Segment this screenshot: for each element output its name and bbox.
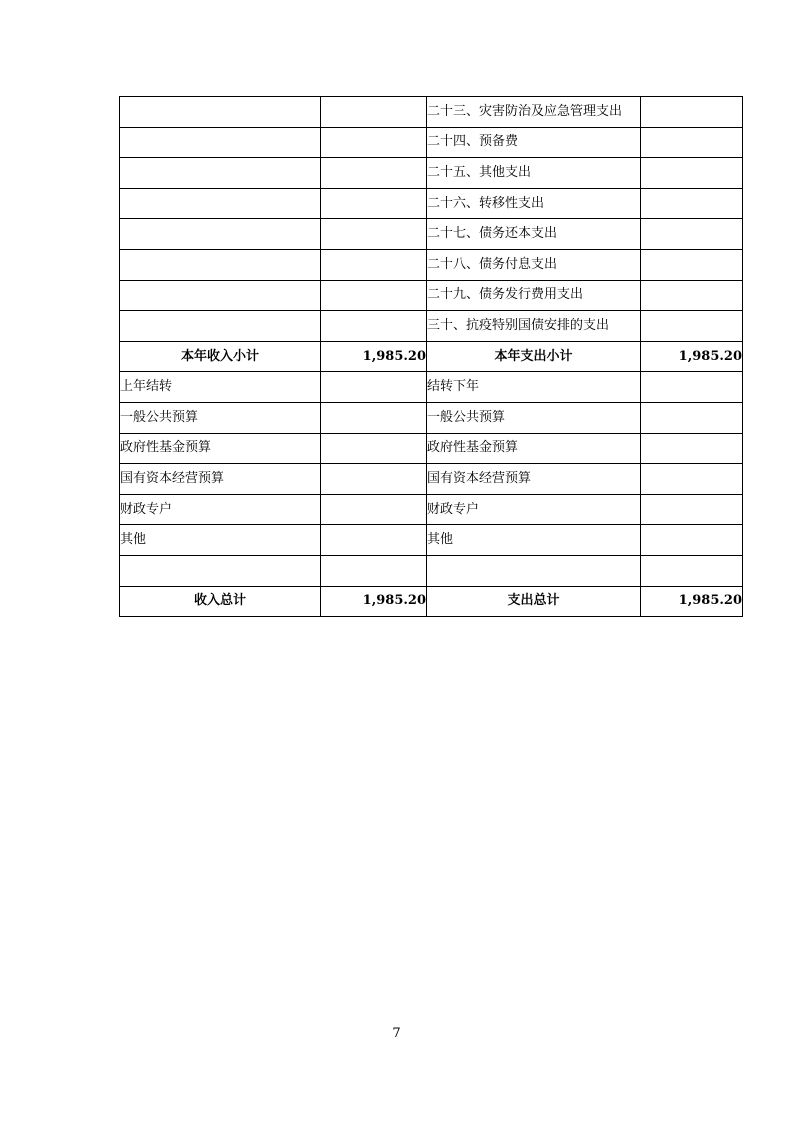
expense-item-cell [427, 555, 641, 586]
income-amount-cell [321, 494, 427, 525]
income-amount-cell [321, 188, 427, 219]
income-item-cell [120, 188, 321, 219]
table-row [120, 188, 743, 219]
income-item-cell [120, 127, 321, 158]
table-row [120, 249, 743, 280]
table-body [120, 97, 743, 617]
expense-amount-cell [641, 464, 743, 495]
expense-amount-cell [641, 280, 743, 311]
expense-item-cell: 二十九、债务发行费用支出 [427, 280, 641, 311]
expense-item-cell: 二十五、其他支出 [427, 158, 641, 189]
expense-item-cell: 结转下年 [427, 372, 641, 403]
table-row [120, 97, 743, 128]
expense-amount-cell: 1,985.20 [641, 341, 743, 372]
expense-amount-cell [641, 372, 743, 403]
expense-amount-cell [641, 158, 743, 189]
income-item-cell [120, 97, 321, 128]
income-amount-cell [321, 280, 427, 311]
income-amount-cell [321, 402, 427, 433]
income-amount-cell: 1,985.20 [321, 341, 427, 372]
income-item-cell: 其他 [120, 525, 321, 556]
table-row [120, 127, 743, 158]
income-item-cell [120, 311, 321, 342]
income-amount-cell [321, 127, 427, 158]
table-row [120, 341, 743, 372]
expense-item-cell: 政府性基金预算 [427, 433, 641, 464]
expense-amount-cell: 1,985.20 [641, 586, 743, 617]
expense-amount-cell [641, 402, 743, 433]
income-item-cell [120, 158, 321, 189]
income-item-cell: 上年结转 [120, 372, 321, 403]
income-amount-cell: 1,985.20 [321, 586, 427, 617]
table-row [120, 586, 743, 617]
expense-item-cell: 本年支出小计 [427, 341, 641, 372]
expense-amount-cell [641, 249, 743, 280]
income-item-cell [120, 249, 321, 280]
expense-item-cell: 二十三、灾害防治及应急管理支出 [427, 97, 641, 128]
income-item-cell: 财政专户 [120, 494, 321, 525]
income-item-cell: 收入总计 [120, 586, 321, 617]
income-amount-cell [321, 464, 427, 495]
table-row [120, 555, 743, 586]
income-amount-cell [321, 433, 427, 464]
table-row [120, 311, 743, 342]
expense-item-cell: 一般公共预算 [427, 402, 641, 433]
expense-amount-cell [641, 188, 743, 219]
expense-item-cell: 二十八、债务付息支出 [427, 249, 641, 280]
expense-item-cell: 其他 [427, 525, 641, 556]
expense-item-cell: 二十七、债务还本支出 [427, 219, 641, 250]
expense-amount-cell [641, 97, 743, 128]
income-amount-cell [321, 219, 427, 250]
expense-item-cell: 二十六、转移性支出 [427, 188, 641, 219]
table-row [120, 525, 743, 556]
expense-amount-cell [641, 219, 743, 250]
income-item-cell: 一般公共预算 [120, 402, 321, 433]
expense-amount-cell [641, 311, 743, 342]
table-row [120, 494, 743, 525]
expense-item-cell: 财政专户 [427, 494, 641, 525]
income-amount-cell [321, 249, 427, 280]
table-row [120, 219, 743, 250]
income-amount-cell [321, 158, 427, 189]
income-item-cell [120, 219, 321, 250]
budget-summary-table [119, 96, 743, 617]
table-row [120, 280, 743, 311]
income-item-cell: 政府性基金预算 [120, 433, 321, 464]
expense-item-cell: 二十四、预备费 [427, 127, 641, 158]
table-row [120, 433, 743, 464]
table-row [120, 158, 743, 189]
income-amount-cell [321, 311, 427, 342]
table-row [120, 464, 743, 495]
table-row [120, 402, 743, 433]
expense-amount-cell [641, 494, 743, 525]
expense-item-cell: 支出总计 [427, 586, 641, 617]
expense-item-cell: 国有资本经营预算 [427, 464, 641, 495]
income-item-cell: 国有资本经营预算 [120, 464, 321, 495]
income-amount-cell [321, 525, 427, 556]
income-amount-cell [321, 372, 427, 403]
expense-amount-cell [641, 127, 743, 158]
page-number: 7 [392, 1026, 401, 1041]
income-amount-cell [321, 555, 427, 586]
expense-amount-cell [641, 555, 743, 586]
expense-amount-cell [641, 525, 743, 556]
expense-amount-cell [641, 433, 743, 464]
table-row [120, 372, 743, 403]
income-item-cell [120, 280, 321, 311]
income-item-cell [120, 555, 321, 586]
income-item-cell: 本年收入小计 [120, 341, 321, 372]
income-amount-cell [321, 97, 427, 128]
expense-item-cell: 三十、抗疫特别国债安排的支出 [427, 311, 641, 342]
